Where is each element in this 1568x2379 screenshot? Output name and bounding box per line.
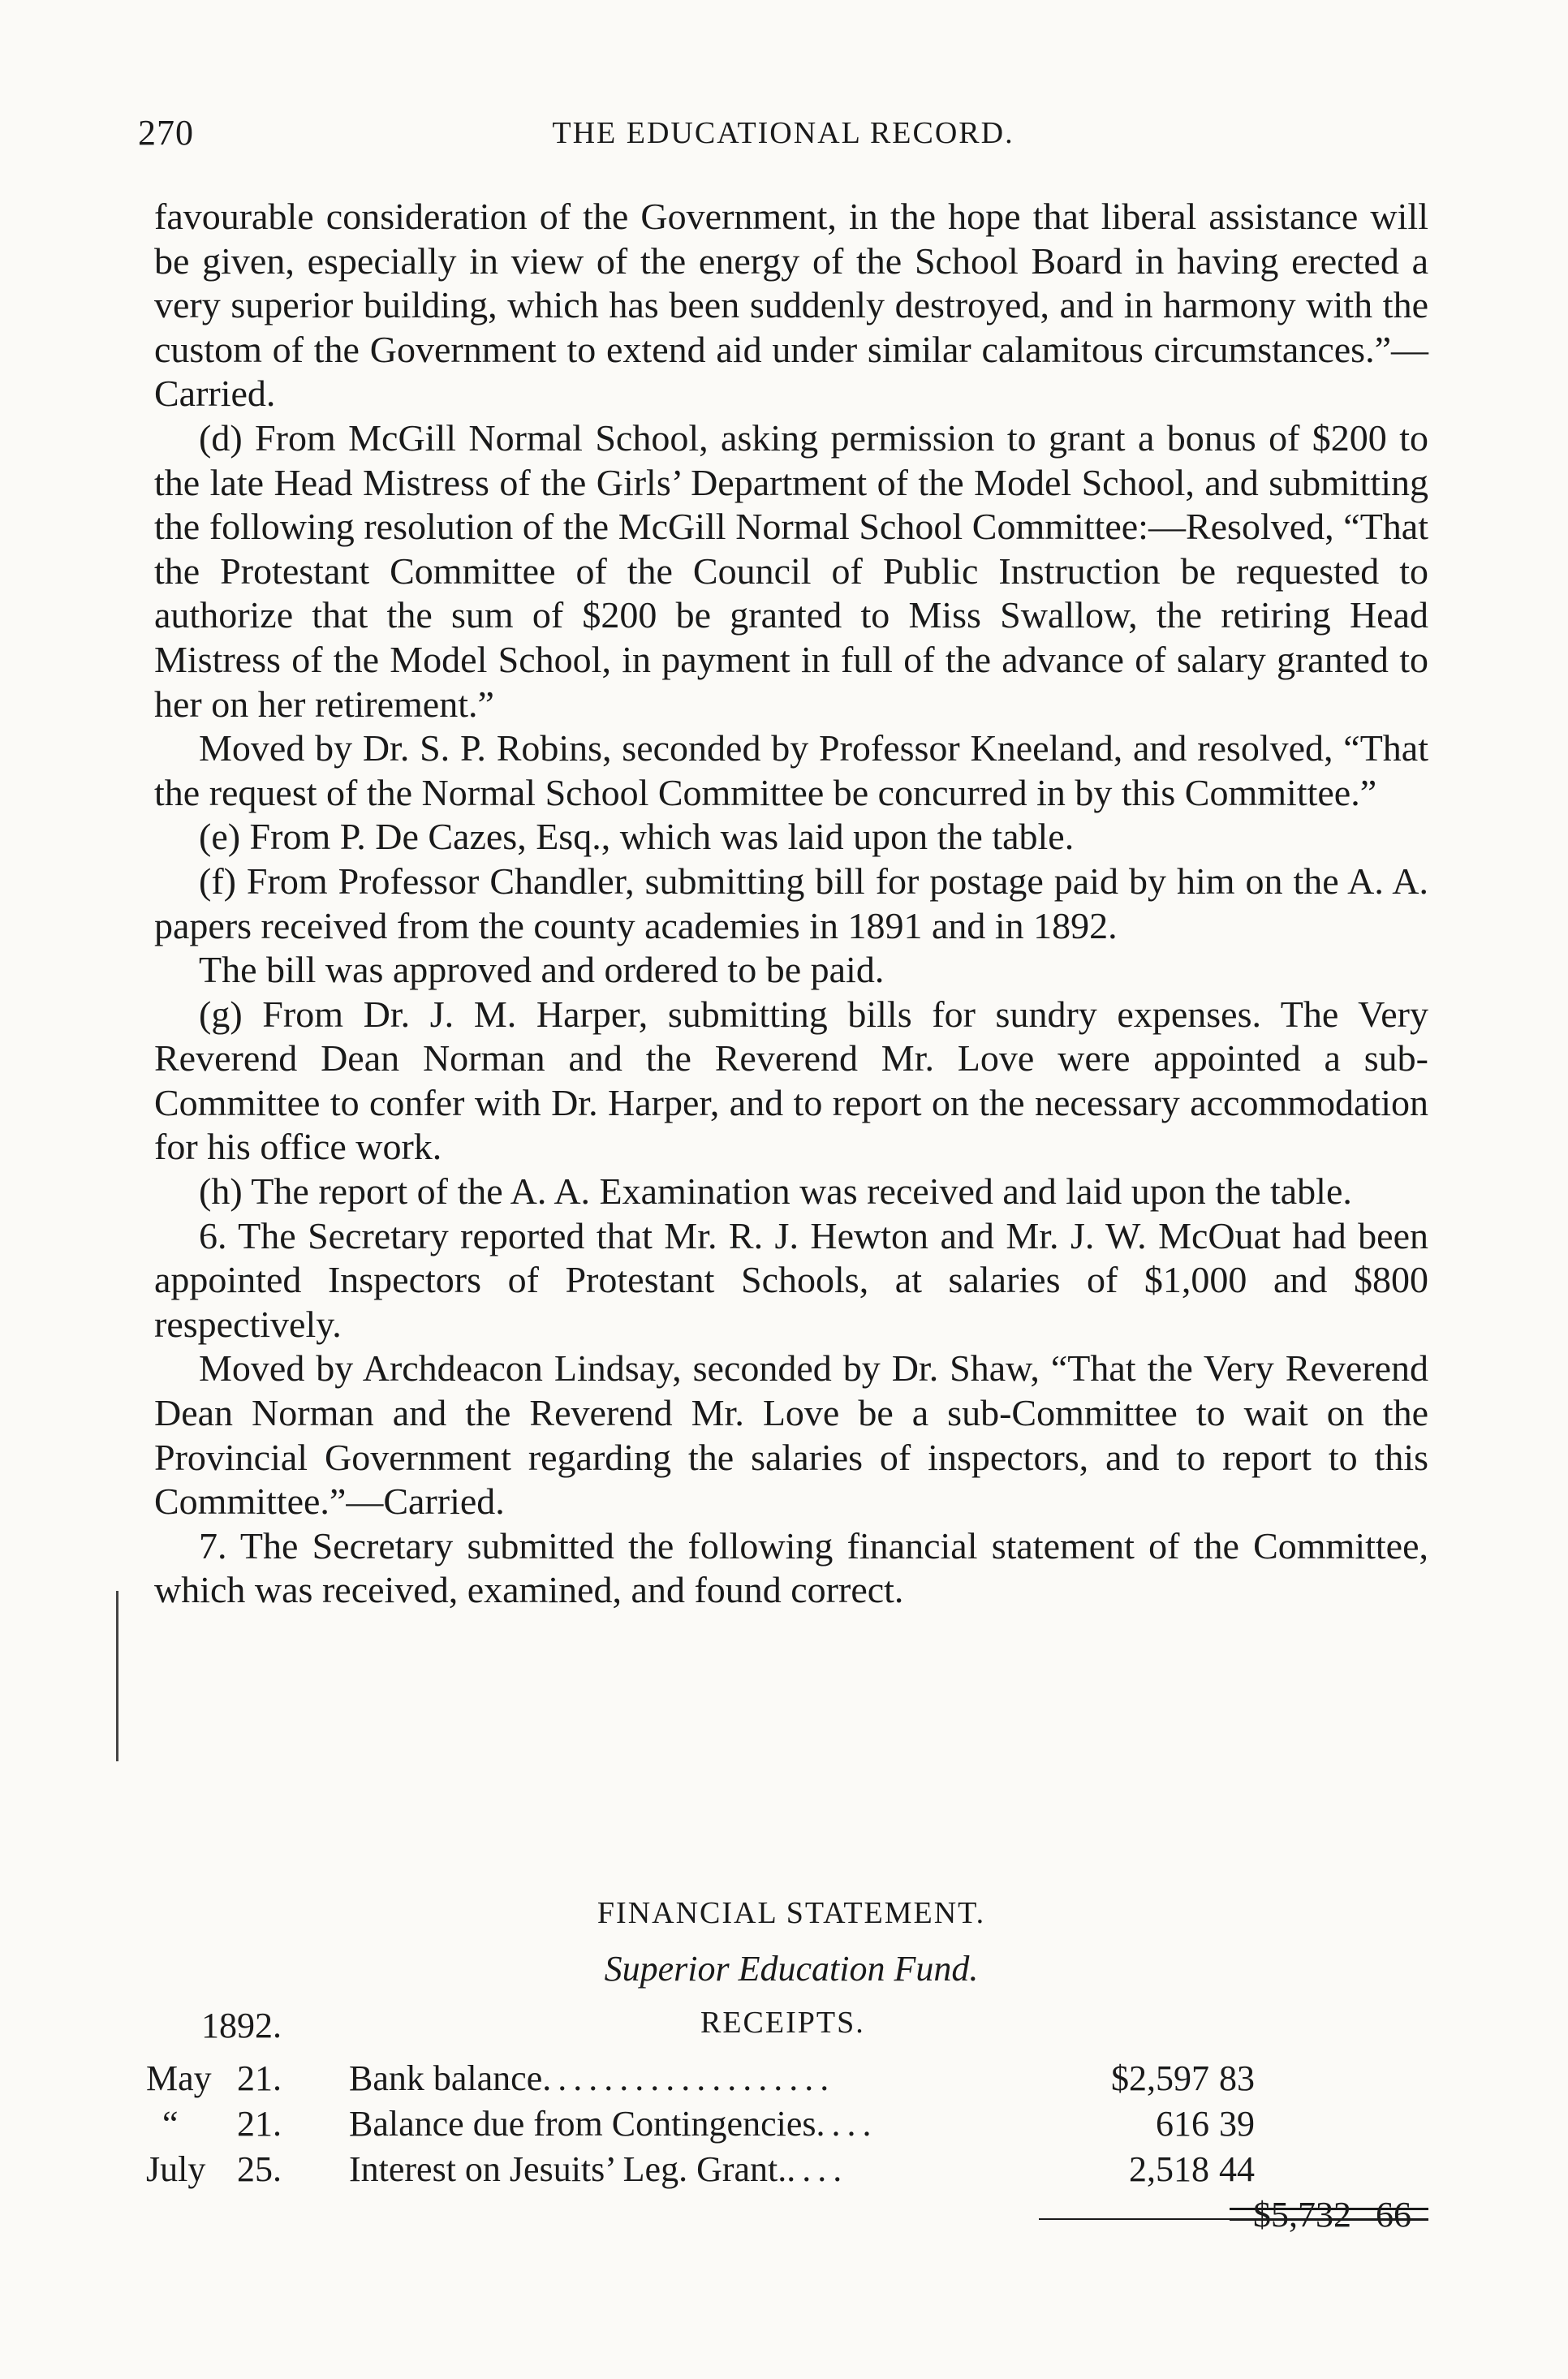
- paragraph: 6. The Secretary reported that Mr. R. J. Hewton and Mr. J. W. McOuat had been appointed Inspectors of Protestant Schools, at salaries of $1,000 and $800 respectively.: [154, 1214, 1428, 1345]
- ledger-description: [349, 2148, 848, 2190]
- ledger-day: 25.: [237, 2149, 282, 2189]
- financial-statement-title: FINANCIAL STATEMENT.: [597, 1896, 986, 1930]
- paragraph: 7. The Secretary submitted the following financial statement of the Committee, which was received, examined, and found correct.: [154, 1524, 1428, 1611]
- ledger-row: [146, 2058, 1428, 2103]
- ledger-row: [146, 2103, 1428, 2148]
- leader-dots: ....: [786, 2149, 849, 2189]
- ledger-description-text: Bank balance: [349, 2058, 543, 2098]
- ledger-month: July: [146, 2149, 206, 2189]
- body-text: [154, 195, 1428, 1613]
- paragraph: The bill was approved and ordered to be paid.: [199, 949, 885, 991]
- paragraph: (g) From Dr. J. M. Harper, submitting bills for sundry expenses. The Very Reverend Dean Norman and the Reverend Mr. Love were appointed a sub-Committee to confer with Dr. Harper, and to report on the necessary accommodation for his office work.: [154, 993, 1428, 1168]
- ledger-description-text: Balance due from Contingencies: [349, 2104, 816, 2144]
- margin-mark: [116, 1591, 118, 1761]
- ledger-day: 21.: [237, 2104, 282, 2144]
- page-number: 270: [138, 113, 194, 153]
- ledger-dollars: $2,597: [1111, 2058, 1209, 2098]
- ledger-row: [146, 2148, 1428, 2194]
- total-rule: [1039, 2218, 1234, 2220]
- paragraph: Moved by Dr. S. P. Robins, seconded by Professor Kneeland, and resolved, “That the request of the Normal School Committee be concurred in by this Committee.”: [154, 727, 1428, 813]
- ledger-dollars: 2,518: [1129, 2149, 1209, 2189]
- running-head: THE EDUCATIONAL RECORD.: [552, 116, 1014, 150]
- paragraph: Moved by Archdeacon Lindsay, seconded by Dr. Shaw, “That the Very Reverend Dean Norman and the Reverend Mr. Love be a sub-Committee to wait on the Provincial Government regarding the salaries of inspectors, and to report to this Committee.”—Carried.: [154, 1347, 1428, 1523]
- ledger-description: [349, 2103, 877, 2144]
- total-cents: 66: [1376, 2195, 1411, 2235]
- paragraph: (e) From P. De Cazes, Esq., which was laid upon the table.: [199, 816, 1075, 858]
- ledger-description: [349, 2058, 835, 2099]
- total-dollars: $5,732: [1253, 2195, 1351, 2235]
- ledger-month: “: [162, 2104, 179, 2144]
- total-double-rule: [1230, 2208, 1428, 2221]
- leader-dots: ....: [816, 2104, 878, 2144]
- ledger-day: 21.: [237, 2058, 282, 2098]
- paragraph: (d) From McGill Normal School, asking permission to grant a bonus of $200 to the late Head Mistress of the Girls’ Department of the Model School, and submitting the following resolution of the McGill Normal School Committee:—Resolved, “That the Protestant Committee of the Council of Public Instruction be requested to authorize that the sum of $200 be granted to Miss Swallow, the retiring Head Mistress of the Model School, in payment in full of the advance of salary granted to her on her retirement.”: [154, 416, 1428, 725]
- page-header: [138, 112, 1428, 161]
- ledger-dollars: 616: [1156, 2104, 1209, 2144]
- ledger-description-text: Interest on Jesuits’ Leg. Grant.: [349, 2149, 787, 2189]
- leader-dots: ...................: [542, 2058, 836, 2098]
- statement-year: 1892.: [201, 2006, 282, 2045]
- receipts-header-row: [201, 2005, 1427, 2054]
- paragraph: (h) The report of the A. A. Examination was received and laid upon the table.: [199, 1170, 1352, 1213]
- ledger-month: May: [146, 2058, 212, 2098]
- paragraph: (f) From Professor Chandler, submitting bill for postage paid by him on the A. A. papers received from the county academies in 1891 and in 1892.: [154, 860, 1428, 946]
- fund-title: Superior Education Fund.: [604, 1949, 979, 1989]
- receipts-heading: RECEIPTS.: [700, 2006, 865, 2040]
- ledger-cents: 44: [1219, 2149, 1255, 2189]
- paragraph: favourable consideration of the Government, in the hope that liberal assistance will be given, especially in view of the energy of the School Board in having erected a very superior building, which has been suddenly destroyed, and in harmony with the custom of the Government to extend aid under similar calamitous circumstances.”—Carried.: [154, 196, 1428, 415]
- ledger-cents: 39: [1219, 2104, 1255, 2144]
- ledger-cents: 83: [1219, 2058, 1255, 2098]
